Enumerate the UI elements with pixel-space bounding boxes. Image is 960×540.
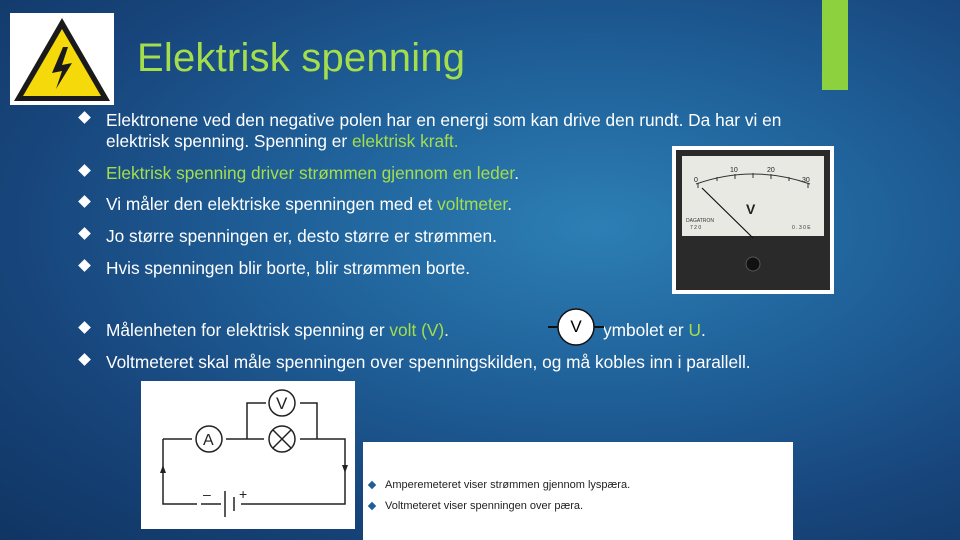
diamond-bullet-icon xyxy=(78,353,91,366)
meter-model: 7 2 0 xyxy=(690,225,702,231)
circuit-diagram xyxy=(141,381,355,529)
diamond-bullet-icon xyxy=(78,195,91,208)
meter-scale-30: 30 xyxy=(802,177,810,184)
meter-scale-20: 20 xyxy=(767,167,775,174)
diamond-bullet-icon xyxy=(78,259,91,272)
diamond-bullet-icon xyxy=(368,502,376,510)
diamond-bullet-icon xyxy=(78,164,91,177)
slide: Elektrisk spenning Elektronene ved den negative polen har en energi som kan drive den rundt. Da har vi en elektrisk spenning. Spenning er elektrisk kraft. Elektrisk spenning driver strømmen gjennom en leder. Vi måler den elektriske spenningen med et voltmeter. Jo større spenningen er, desto større er strømmen. Hvis spenningen blir borte, blir strømmen borte. Målenheten for elektrisk spenning er volt (V). ymbolet er U. Voltmeteret skal måle spenningen over spenningskilden, og må kobles inn i parallell. V 0 10 20 30 V DAGATRON 7 2 0 0 . 3 0 E V A – + Amperemeteret viser strømmen gjennom lyspæra. Voltmeteret viser spenningen over pæra. xyxy=(0,0,960,540)
voltmeter-photo xyxy=(672,146,834,294)
meter-brand: DAGATRON xyxy=(686,218,714,224)
diamond-bullet-icon xyxy=(78,227,91,240)
accent-bar xyxy=(822,0,848,90)
notes-box: Amperemeteret viser strømmen gjennom lyspæra. Voltmeteret viser spenningen over pæra. xyxy=(363,442,793,540)
diamond-bullet-icon xyxy=(78,321,91,334)
meter-scale-0: 0 xyxy=(694,177,698,184)
diamond-bullet-icon xyxy=(78,111,91,124)
high-voltage-warning-icon xyxy=(10,13,114,105)
slide-title: Elektrisk spenning xyxy=(137,36,466,80)
meter-code: 0 . 3 0 E xyxy=(792,225,811,231)
circuit-ammeter-label: A xyxy=(203,432,214,449)
diamond-bullet-icon xyxy=(368,481,376,489)
voltmeter-symbol-label: V xyxy=(570,317,582,336)
circuit-voltmeter-label: V xyxy=(276,394,288,413)
circuit-plus-label: + xyxy=(239,486,248,502)
meter-unit: V xyxy=(746,201,756,217)
meter-scale-10: 10 xyxy=(730,167,738,174)
voltmeter-symbol xyxy=(548,306,604,348)
circuit-minus-label: – xyxy=(203,486,211,502)
